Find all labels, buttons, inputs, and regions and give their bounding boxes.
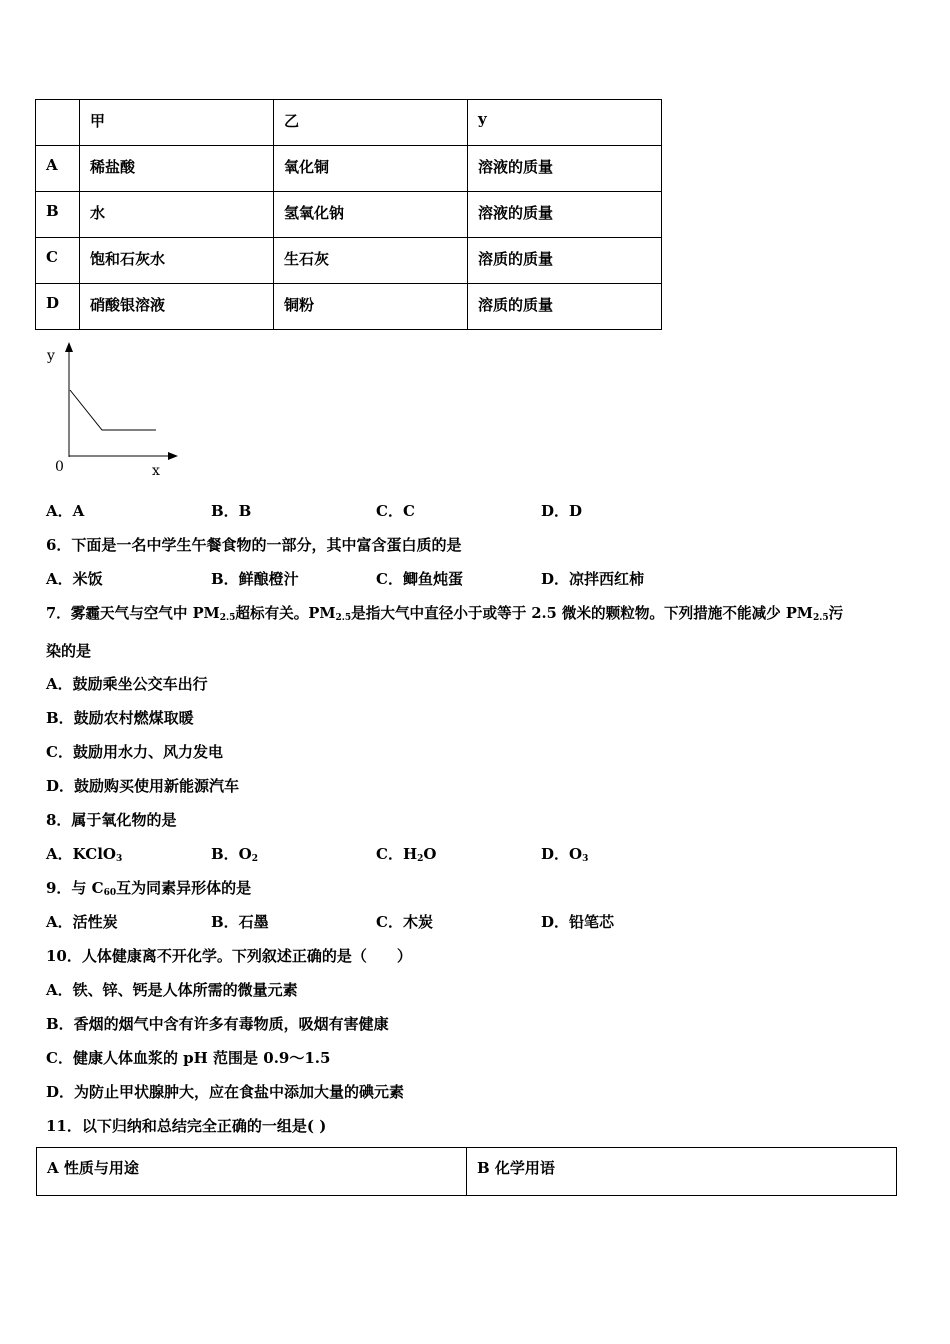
q8-option-d: D．$O_3$ <box>541 845 589 864</box>
table-cell: 溶液的质量 <box>468 146 662 192</box>
q7-stem-line2: 染的是 <box>46 642 92 660</box>
q5-option-d: D．D <box>541 502 583 520</box>
table-row <box>36 238 662 284</box>
q7-option-a: A．鼓励乘坐公交车出行 <box>46 675 208 693</box>
q9-option-b: B．石墨 <box>211 913 269 931</box>
table-cell: 稀盐酸 <box>80 146 274 192</box>
q7-option-c: C．鼓励用水力、风力发电 <box>46 743 223 761</box>
q7-option-b: B．鼓励农村燃煤取暖 <box>46 709 194 727</box>
graph-curve <box>70 390 156 430</box>
q9-option-a: A．活性炭 <box>46 913 118 931</box>
table-cell: 溶质的质量 <box>468 284 662 330</box>
y-axis-label: y <box>47 348 55 364</box>
q6-option-b: B．鲜酿橙汁 <box>211 570 299 588</box>
table-cell: A <box>36 146 80 192</box>
table-cell: A 性质与用途 <box>37 1148 467 1196</box>
y-axis-arrow <box>65 342 73 352</box>
table-cell: B <box>36 192 80 238</box>
q5-option-b: B．B <box>211 502 252 520</box>
table-cell: 生石灰 <box>274 238 468 284</box>
x-axis-arrow <box>168 452 178 460</box>
q9-stem: 9．与 $C_{60}$互为同素异形体的是 <box>46 879 252 898</box>
table-header-row <box>36 100 662 146</box>
table-cell: 水 <box>80 192 274 238</box>
table-row <box>36 146 662 192</box>
q7-option-d: D．鼓励购买使用新能源汽车 <box>46 777 240 795</box>
table-cell: 氢氧化钠 <box>274 192 468 238</box>
table-cell: C <box>36 238 80 284</box>
q8-option-c: C．$H_2O$ <box>376 845 437 864</box>
table-cell: D <box>36 284 80 330</box>
table-cell <box>36 100 80 146</box>
q5-option-a: A．A <box>46 502 85 520</box>
q5-option-c: C．C <box>376 502 415 520</box>
table-cell: 甲 <box>80 100 274 146</box>
table-cell: 氧化铜 <box>274 146 468 192</box>
question-5-table <box>35 99 662 330</box>
table-cell: 饱和石灰水 <box>80 238 274 284</box>
q6-option-a: A．米饭 <box>46 570 103 588</box>
q10-option-a: A．铁、锌、钙是人体所需的微量元素 <box>46 981 298 999</box>
table-row <box>36 284 662 330</box>
q9-option-d: D．铅笔芯 <box>541 913 615 931</box>
table-cell: 铜粉 <box>274 284 468 330</box>
q8-option-a: A．KClO$_3$ <box>46 845 123 864</box>
q11-stem: 11．以下归纳和总结完全正确的一组是( ) <box>46 1117 327 1135</box>
question-11-table <box>36 1147 897 1196</box>
q10-option-d: D．为防止甲状腺肿大，应在食盐中添加大量的碘元素 <box>46 1083 405 1101</box>
x-axis-label: x <box>152 463 160 479</box>
graph-figure <box>40 340 190 480</box>
q8-stem: 8．属于氧化物的是 <box>46 811 177 829</box>
q6-option-c: C．鲫鱼炖蛋 <box>376 570 463 588</box>
q8-option-b: B．$O_2$ <box>211 845 259 864</box>
table-cell: y <box>468 100 662 146</box>
table-cell: 溶液的质量 <box>468 192 662 238</box>
q6-stem: 6．下面是一名中学生午餐食物的一部分，其中富含蛋白质的是 <box>46 536 462 554</box>
q6-option-d: D．凉拌西红柿 <box>541 570 645 588</box>
q10-stem: 10．人体健康离不开化学。下列叙述正确的是（ ） <box>46 947 412 965</box>
table-cell: B 化学用语 <box>467 1148 897 1196</box>
table-row <box>37 1148 897 1196</box>
table-row <box>36 192 662 238</box>
table-cell: 乙 <box>274 100 468 146</box>
q10-option-b: B．香烟的烟气中含有许多有毒物质，吸烟有害健康 <box>46 1015 389 1033</box>
origin-label: 0 <box>55 459 64 475</box>
table-cell: 溶质的质量 <box>468 238 662 284</box>
table-cell: 硝酸银溶液 <box>80 284 274 330</box>
q9-option-c: C．木炭 <box>376 913 433 931</box>
q7-stem: 7．雾霾天气与空气中 $PM_{2.5}$超标有关。$PM_{2.5}$是指大气中直径小于或等于 2.5 微米的颗粒物。下列措施不能减少 $PM_{2.5}$污 <box>46 605 844 623</box>
q10-option-c: C．健康人体血浆的 pH 范围是 0.9～1.5 <box>46 1049 331 1067</box>
